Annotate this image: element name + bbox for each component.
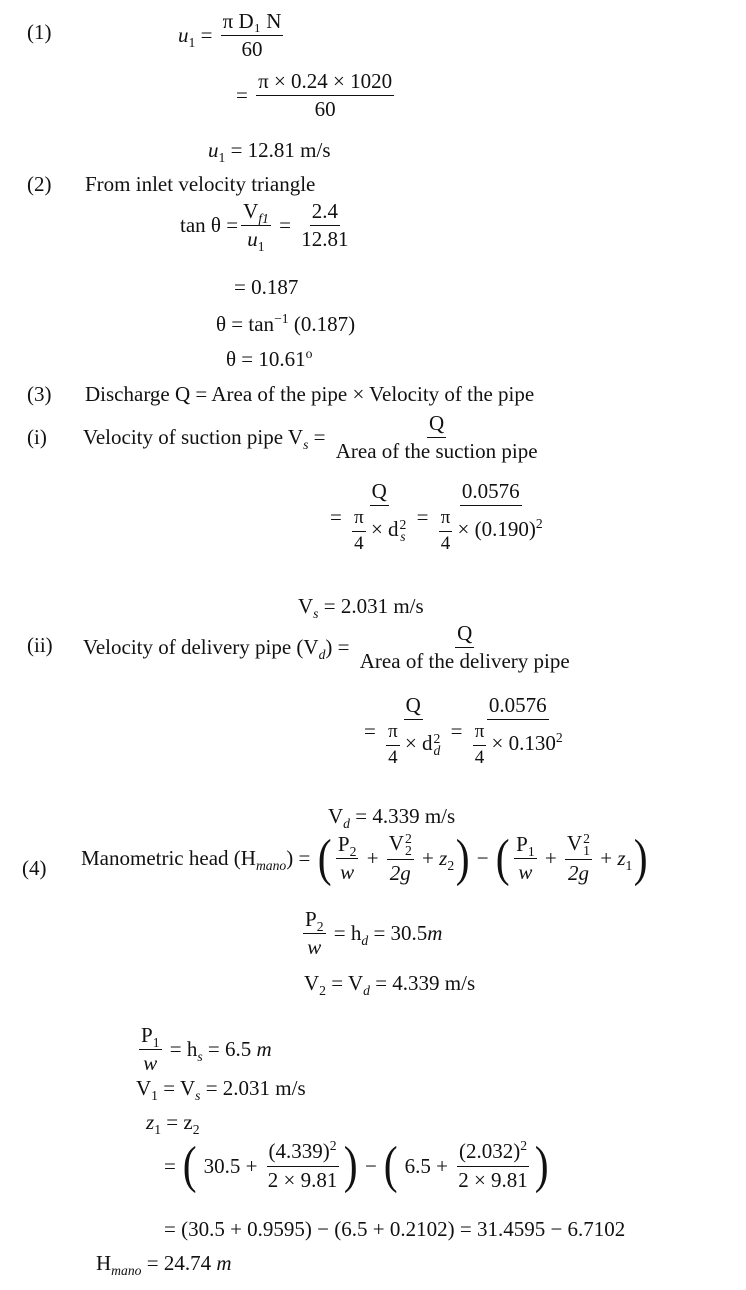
u1-result: $u_1 = 12.81$ m/s — [208, 138, 331, 165]
v2-equals-vd-line: $V_2 = V_d = 4.339$ m/s — [304, 971, 476, 998]
z1-equals-z2-line: $z_1 = z_2$ — [146, 1110, 200, 1137]
suction-numeric-fraction: 0.0576 $\frac{\pi}{4}$ × $(0.190)^2$ — [440, 479, 543, 554]
delivery-numeric-fraction: 0.0576 $\frac{\pi}{4}$ × $0.130^2$ — [474, 693, 563, 768]
suction-q-over-area: Q $\frac{\pi}{4}$ × d 2 s — [354, 479, 407, 554]
vf1-over-u1-fraction: $\frac{V_{f1}}{u_1}$ — [243, 199, 269, 254]
step-4-number: (4) — [22, 856, 47, 880]
tan-value-fraction: $\frac{2.4}{12.81}$ — [301, 199, 349, 252]
u1-substitution-denominator: 60 — [314, 97, 336, 122]
u1-substitution-numerator: π × 0.24 × 1020 — [256, 70, 394, 96]
step-2-number: (2) — [27, 172, 52, 196]
u1-formula-denominator: 60 — [241, 37, 263, 62]
v1-equals-vs-line: $V_1 = V_s = 2.031$ m/s — [136, 1076, 306, 1103]
manometric-head-arithmetic: = (30.5 + 0.9595) − (6.5 + 0.2102) = 31.4595 − 6.7102 — [164, 1217, 626, 1241]
u1-formula-numerator: π D₁ N — [221, 10, 284, 36]
suction-velocity-result: $V_s = 2.031$ m/s — [298, 594, 424, 621]
suction-velocity-substitution: = Q $\frac{\pi}{4}$ × d 2 s = 0.0576 $\frac{\pi}{4}$ × $(0.190)^2$ — [330, 479, 543, 554]
theta-result: $\theta = 10.61^o$ — [226, 345, 313, 371]
u1-symbol: $u_1$ — [178, 23, 196, 50]
tan-theta-line: tan θ = $\frac{V_{f1}}{u_1}$ = $\frac{2.4}{12.81}$ — [180, 199, 349, 254]
step-3-title: Discharge Q = Area of the pipe × Velocity of the pipe — [85, 382, 535, 406]
delivery-velocity-substitution: = Q $\frac{\pi}{4}$ × d 2 d = 0.0576 $\frac{\pi}{4}$ × $0.130^2$ — [364, 693, 563, 768]
delivery-velocity-result: $V_d = 4.339$ m/s — [328, 804, 456, 831]
u1-substitution-fraction — [256, 70, 394, 121]
delivery-q-over-area: Q $\frac{\pi}{4}$ × d 2 d — [388, 693, 441, 768]
step-1-number: (1) — [27, 20, 52, 44]
suction-velocity-fraction: $\frac{Q}{\text{Area of the suction pipe}}$ — [335, 411, 538, 464]
suction-velocity-definition: Velocity of suction pipe $V_s$ = $\frac{Q}{\text{Area of the suction pipe}}$ — [83, 411, 538, 464]
tan-value-result: = 0.187 — [234, 275, 299, 299]
step-2-title: From inlet velocity triangle — [85, 172, 316, 196]
step-3-number: (3) — [27, 382, 52, 406]
p2-over-w-line: $\frac{P_2}{w}$ = $h_d = 30.5m$ — [305, 907, 443, 960]
step-1-equation-line2: = $\frac{\pi \times 0.24 \times 1020}{60}$ — [236, 69, 393, 122]
delivery-velocity-fraction: $\frac{Q}{\text{Area of the delivery pipe}}$ — [359, 621, 570, 674]
p1-over-w-line: $\frac{P_1}{w}$ = $h_s = 6.5$ m — [141, 1023, 272, 1076]
step-1-equation-line1: $u_1$ = $\frac{\text{π D₁ N}}{60}$ — [178, 9, 282, 62]
theta-arctan-line: $\theta = \tan^{-1} (0.187)$ — [216, 310, 356, 336]
step-3ii-number: (ii) — [27, 633, 53, 657]
manometric-head-result: $H_{mano} = 24.74$ m — [96, 1251, 232, 1278]
step-3i-number: (i) — [27, 425, 47, 449]
manometric-head-equation: Manometric head $(H_{mano})$ = ( $\frac{P_2}{w}$ + V 2 2 2g + $z_2$ ) − ( $\frac{P_1}{w}$ + V 2 1 2g + $z_1$ ) — [81, 829, 648, 887]
delivery-velocity-definition: Velocity of delivery pipe $(V_d)$ = $\frac{Q}{\text{Area of the delivery pipe}}$ — [83, 621, 570, 674]
u1-formula-fraction — [221, 10, 284, 61]
manometric-head-substitution: = ( 30.5 + $\frac{(4.339)^2}{2 \times 9.81}$ ) − ( 6.5 + $\frac{(2.032)^2}{2 \times 9.81}$ ) — [164, 1137, 549, 1194]
